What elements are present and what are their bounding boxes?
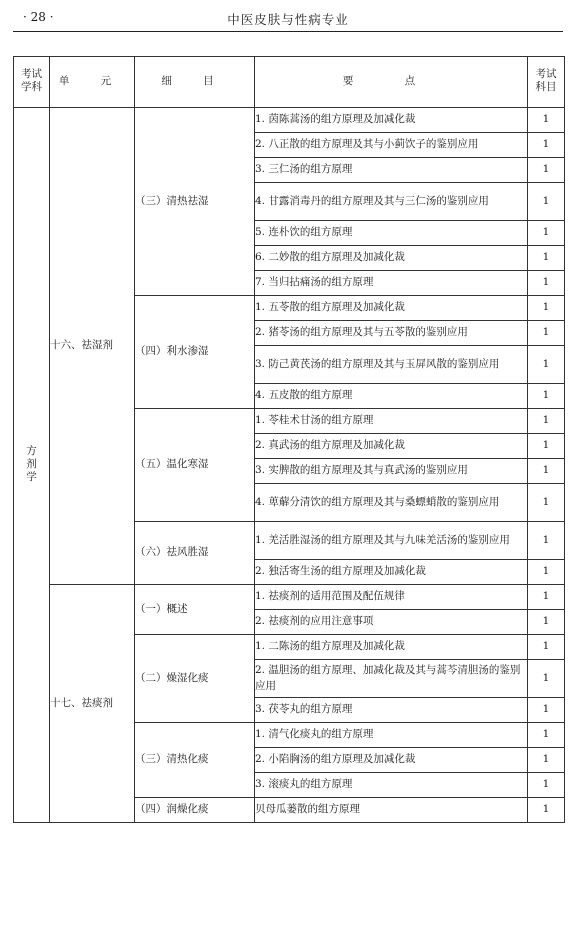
point-cell: 2. 独活寄生汤的组方原理及加减化裁: [255, 560, 528, 585]
subject-cell: 方剂学: [14, 108, 50, 823]
point-cell: 3. 三仁汤的组方原理: [255, 158, 528, 183]
level-cell: 1: [528, 723, 565, 748]
header-unit: 单 元: [50, 57, 135, 108]
point-cell: 2. 祛痰剂的应用注意事项: [255, 610, 528, 635]
point-cell: 5. 连朴饮的组方原理: [255, 221, 528, 246]
point-cell: 1. 祛痰剂的适用范围及配伍规律: [255, 585, 528, 610]
header-item: 细 目: [135, 57, 255, 108]
level-cell: 1: [528, 610, 565, 635]
level-cell: 1: [528, 158, 565, 183]
point-cell: 2. 温胆汤的组方原理、加减化裁及其与蒿芩清胆汤的鉴别应用: [255, 660, 528, 698]
unit-cell: 十六、祛湿剂: [50, 108, 135, 585]
level-cell: 1: [528, 346, 565, 384]
item-cell: （四）利水渗湿: [135, 296, 255, 409]
header-level: 考试科目: [528, 57, 565, 108]
point-cell: 7. 当归拈痛汤的组方原理: [255, 271, 528, 296]
point-cell: 6. 二妙散的组方原理及加减化裁: [255, 246, 528, 271]
point-cell: 贝母瓜蒌散的组方原理: [255, 798, 528, 823]
level-cell: 1: [528, 773, 565, 798]
point-cell: 4. 萆薢分清饮的组方原理及其与桑螵蛸散的鉴别应用: [255, 484, 528, 522]
point-cell: 3. 滚痰丸的组方原理: [255, 773, 528, 798]
level-cell: 1: [528, 221, 565, 246]
item-cell: （二）燥湿化痰: [135, 635, 255, 723]
page-title: 中医皮肤与性病专业: [227, 12, 349, 27]
point-cell: 2. 小陷胸汤的组方原理及加减化裁: [255, 748, 528, 773]
point-cell: 1. 苓桂术甘汤的组方原理: [255, 409, 528, 434]
page-number: · 28 ·: [23, 10, 54, 24]
header-subject: 考试学科: [14, 57, 50, 108]
item-cell: （一）概述: [135, 585, 255, 635]
point-cell: 2. 真武汤的组方原理及加减化裁: [255, 434, 528, 459]
point-cell: 1. 羌活胜湿汤的组方原理及其与九味羌活汤的鉴别应用: [255, 522, 528, 560]
level-cell: 1: [528, 660, 565, 698]
point-cell: 1. 清气化痰丸的组方原理: [255, 723, 528, 748]
item-cell: （五）温化寒湿: [135, 409, 255, 522]
level-cell: 1: [528, 409, 565, 434]
level-cell: 1: [528, 183, 565, 221]
item-cell: （四）润燥化痰: [135, 798, 255, 823]
point-cell: 4. 五皮散的组方原理: [255, 384, 528, 409]
level-cell: 1: [528, 271, 565, 296]
table-header-row: [14, 57, 565, 108]
level-cell: 1: [528, 560, 565, 585]
level-cell: 1: [528, 522, 565, 560]
level-cell: 1: [528, 484, 565, 522]
point-cell: 2. 八正散的组方原理及其与小蓟饮子的鉴别应用: [255, 133, 528, 158]
level-cell: 1: [528, 459, 565, 484]
level-cell: 1: [528, 246, 565, 271]
point-cell: 1. 茵陈蒿汤的组方原理及加减化裁: [255, 108, 528, 133]
level-cell: 1: [528, 296, 565, 321]
point-cell: 3. 茯苓丸的组方原理: [255, 698, 528, 723]
item-cell: （三）清热祛湿: [135, 108, 255, 296]
syllabus-table: [13, 56, 565, 823]
level-cell: 1: [528, 798, 565, 823]
point-cell: 1. 五苓散的组方原理及加减化裁: [255, 296, 528, 321]
level-cell: 1: [528, 635, 565, 660]
point-cell: 3. 实脾散的组方原理及其与真武汤的鉴别应用: [255, 459, 528, 484]
table-row: [14, 108, 565, 133]
point-cell: 1. 二陈汤的组方原理及加减化裁: [255, 635, 528, 660]
point-cell: 3. 防己黄芪汤的组方原理及其与玉屏风散的鉴别应用: [255, 346, 528, 384]
unit-cell: 十七、祛痰剂: [50, 585, 135, 823]
level-cell: 1: [528, 384, 565, 409]
header-point: 要 点: [255, 57, 528, 108]
level-cell: 1: [528, 748, 565, 773]
item-cell: （六）祛风胜湿: [135, 522, 255, 585]
level-cell: 1: [528, 434, 565, 459]
point-cell: 2. 猪苓汤的组方原理及其与五苓散的鉴别应用: [255, 321, 528, 346]
item-cell: （三）清热化痰: [135, 723, 255, 798]
level-cell: 1: [528, 698, 565, 723]
level-cell: 1: [528, 585, 565, 610]
page-header: [13, 7, 563, 32]
level-cell: 1: [528, 133, 565, 158]
level-cell: 1: [528, 108, 565, 133]
level-cell: 1: [528, 321, 565, 346]
point-cell: 4. 甘露消毒丹的组方原理及其与三仁汤的鉴别应用: [255, 183, 528, 221]
table-row: [14, 585, 565, 610]
